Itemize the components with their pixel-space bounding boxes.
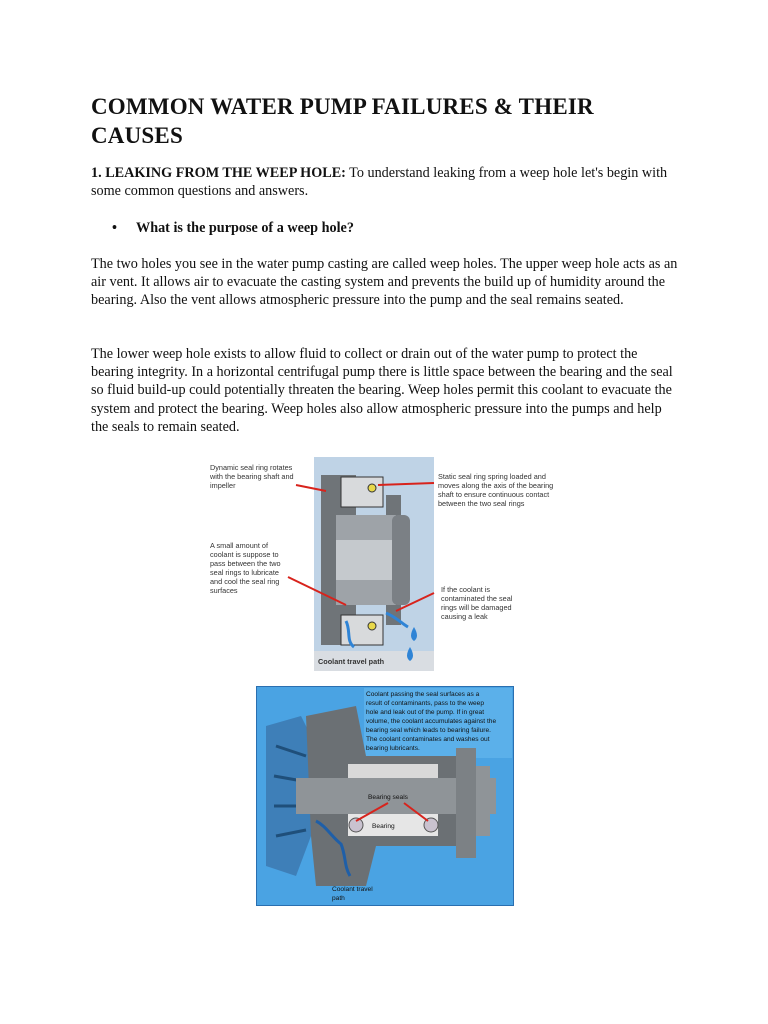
bullet-dot: • xyxy=(112,220,117,236)
callout-coolant-lubricate: A small amount of coolant is suppose to pass between the two seal rings to lubricate and cool the seal ring surfaces xyxy=(210,541,281,595)
pulley-flange xyxy=(456,748,476,858)
label-bearing-seals: Bearing seals xyxy=(368,794,408,801)
callout-dynamic-ring: Dynamic seal ring rotates with the bearing shaft and impeller xyxy=(210,463,294,490)
label-coolant-travel-path: Coolant travel path xyxy=(318,657,385,666)
section-1-label: 1. LEAKING FROM THE WEEP HOLE: xyxy=(91,165,346,181)
paragraph-lower-weep-hole: The lower weep hole exists to allow fluid to collect or drain out of the water pump to protect the bearing integrity. In a horizontal centrifugal pump there is little space between the bearing and the seal so fluid build-up could potentially threaten the bearing. Weep holes permit this coolant to evacuate the system and protect the bearing. Weep holes also allow atmospheric pressure into the pumps and help the seals to remain seated. xyxy=(91,346,673,435)
section-1-intro xyxy=(91,164,681,200)
pump-cross-section xyxy=(256,686,514,906)
page-title: COMMON WATER PUMP FAILURES & THEIR CAUSES xyxy=(91,94,594,148)
seal-ring-top xyxy=(341,477,383,507)
callout-coolant-leak: Coolant passing the seal surfaces as a result of contaminants, pass to the weep hole and leak out of the pump. If in great volume, the coolant accumulates against the bearing seal which leads to bearing failure. The coolant contaminates and washes out bearing lubricants. xyxy=(366,691,497,752)
label-coolant-travel-path-2: Coolant travel path xyxy=(332,886,373,902)
bullet-text: What is the purpose of a weep hole? xyxy=(136,220,354,236)
section-1-text: To understand leaking from a weep hole let's begin with some common questions and answers. xyxy=(91,165,668,200)
paragraph-upper-weep-hole: The two holes you see in the water pump casting are called weep holes. The upper weep hole acts as an air vent. It allows air to evacuate the casting system and prevents the build up of humidity around the bearing. Also the vent allows atmospheric pressure into the pump and the seal remains seated. xyxy=(91,256,678,309)
bullet-question xyxy=(112,220,354,237)
callout-static-ring: Static seal ring spring loaded and moves along the axis of the bearing shaft to ensure continuous contact between the two seal rings xyxy=(438,472,554,508)
callout-contaminated: If the coolant is contaminated the seal rings will be damaged causing a leak xyxy=(441,585,513,621)
label-bearing: Bearing xyxy=(372,823,395,830)
seal-diagram xyxy=(196,455,576,675)
